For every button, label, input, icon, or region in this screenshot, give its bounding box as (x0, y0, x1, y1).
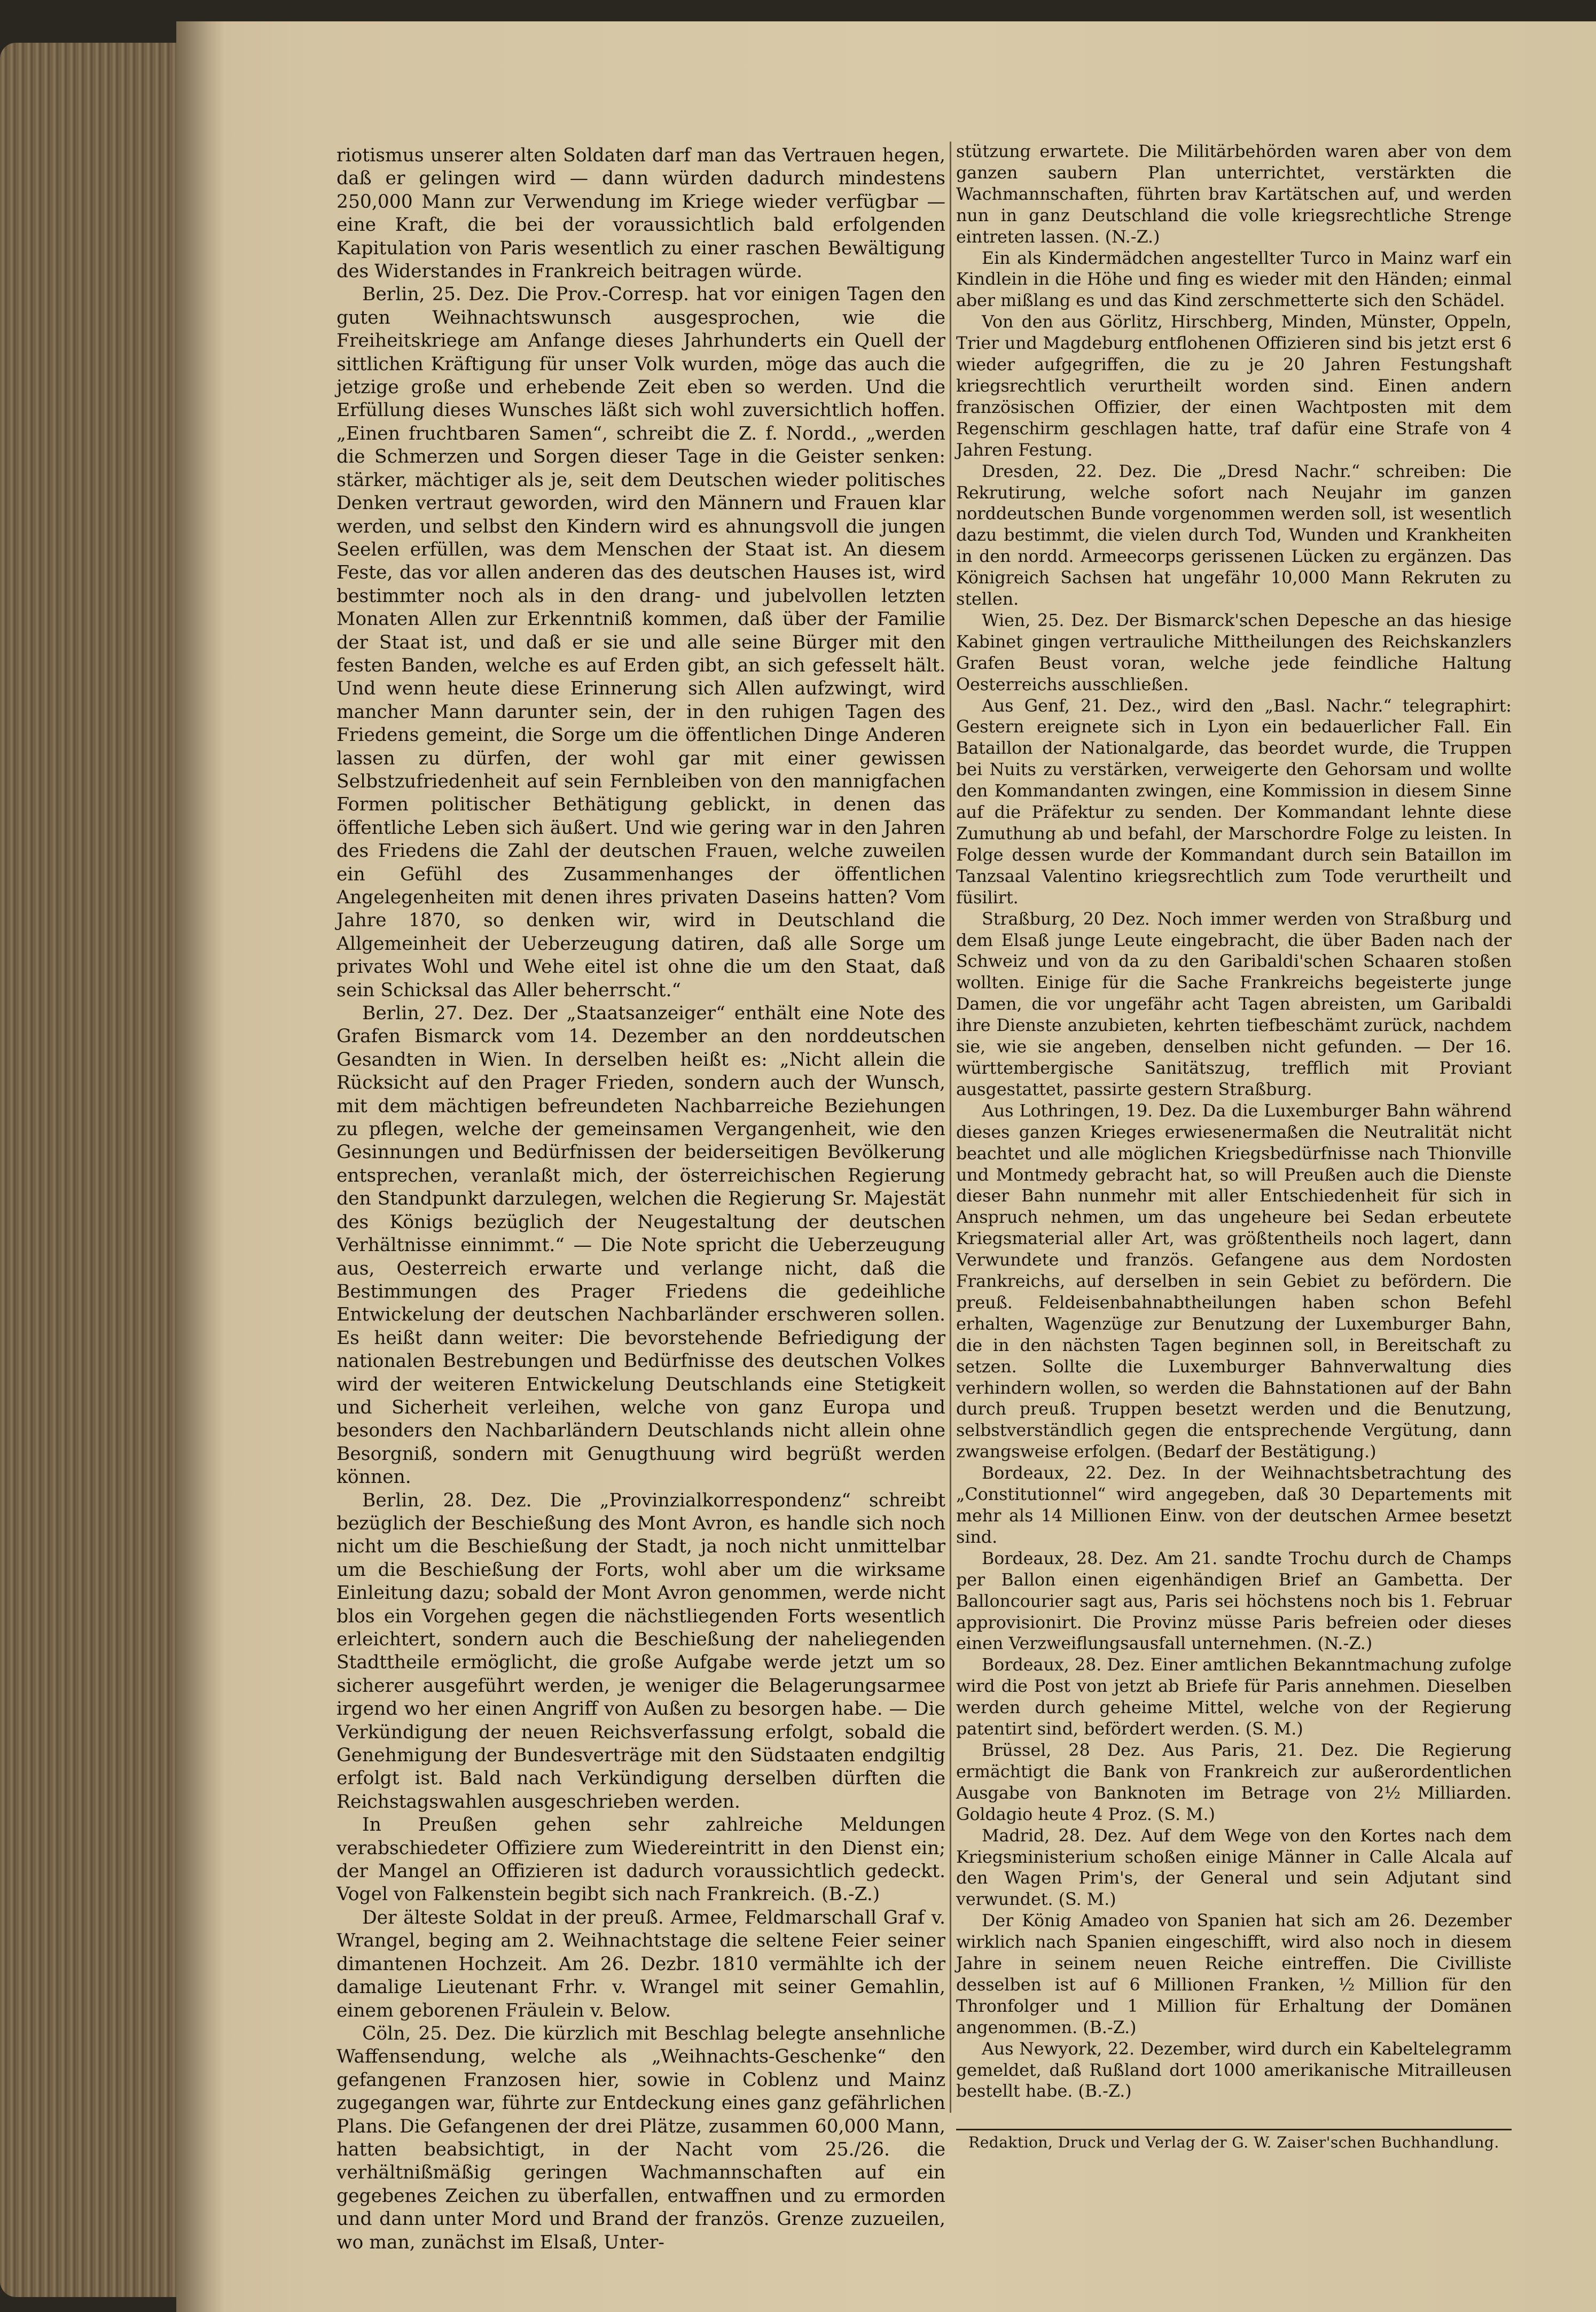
right-paragraph-12: Madrid, 28. Dez. Auf dem Wege von den Kortes nach dem Kriegsministerium schoßen einige Männer in Calle Alcala auf den Wagen Prim's, der General und sein Adjutant sind verwundet. (S. M.) (956, 1826, 1512, 1910)
binding-gutter-shadow (176, 21, 224, 2312)
right-paragraph-14: Aus Newyork, 22. Dezember, wird durch ein Kabeltelegramm gemeldet, daß Rußland dort 1000 amerikanische Mitrailleusen bestellt habe. (B.-Z.) (956, 2039, 1512, 2102)
right-paragraph-5: Aus Genf, 21. Dez., wird den „Basl. Nachr.“ telegraphirt: Gestern ereignete sich in Lyon ein bedauerlicher Fall. Ein Bataillon der Nationalgarde, das beordet wurde, die Truppen bei Nuits zu verstärken, verweigerte den Gehorsam und wollte den Kommandanten zwingen, eine Kommission in diesem Sinne auf die Präfektur zu senden. Der Kommandant lehnte diese Zumuthung ab und befahl, der Marschordre Folge zu leisten. In Folge dessen wurde der Kommandant durch sein Bataillon im Tanzsaal Valentino kriegsrechtlich zum Tode verurtheilt und füsilirt. (956, 696, 1512, 908)
left-paragraph-1: Berlin, 25. Dez. Die Prov.-Corresp. hat vor einigen Tagen den guten Weihnachtswunsch ausgesprochen, wie die Freiheitskriege am Anfange dieses Jahrhunderts ein Quell der sittlichen Kräftigung für unser Volk wurden, möge das auch die jetzige große und erhebende Zeit eben so werden. Und die Erfüllung dieses Wunsches läßt sich wohl zuversichtlich hoffen. „Einen fruchtbaren Samen“, schreibt die Z. f. Nordd., „werden die Schmerzen und Sorgen dieser Tage in die Geister senken: stärker, mächtiger als je, seit dem Deutschen wieder politisches Denken vertraut geworden, wird den Männern und Frauen klar werden, und selbst den Kindern wird es ahnungsvoll die jungen Seelen erfüllen, was dem Menschen der Staat ist. An diesem Feste, das vor allen anderen das des deutschen Hauses ist, wird bestimmter noch als in den drang- und jubelvollen letzten Monaten Allen zur Erkenntniß kommen, daß über der Familie der Staat ist, und daß er sie und alle seine Bürger mit den festen Banden, welche es auf Erden gibt, an sich gefesselt hält. Und wenn heute diese Erinnerung sich Allen aufzwingt, wird mancher Mann darunter sein, der in den ruhigen Tagen des Friedens gemeint, die Sorge um die öffentlichen Dinge Anderen lassen zu dürfen, der wohl gar mit einer gewissen Selbstzufriedenheit auf sein Fernbleiben von den mannigfachen Formen politischer Bethätigung geblickt, in denen das öffentliche Leben sich äußert. Und wie gering war in den Jahren des Friedens die Zahl der deutschen Frauen, welche zuweilen ein Gefühl des Zusammenhanges der öffentlichen Angelegenheiten mit denen ihres privaten Daseins hatten? Vom Jahre 1870, so denken wir, wird in Deutschland die Allgemeinheit der Ueberzeugung datiren, daß alle Sorge um privates Wohl und Wehe eitel ist ohne die um den Staat, daß sein Schicksal das Aller beherrscht.“ (337, 284, 945, 1001)
right-paragraph-10: Bordeaux, 28. Dez. Einer amtlichen Bekanntmachung zufolge wird die Post von jetzt ab Briefe für Paris annehmen. Dieselben werden durch geheime Mittel, welche von der Regierung patentirt sind, befördert werden. (S. M.) (956, 1655, 1512, 1739)
right-text-column (956, 142, 1512, 2103)
left-paragraph-3: Berlin, 28. Dez. Die „Provinzialkorrespondenz“ schreibt bezüglich der Beschießung des Mont Avron, es handle sich noch nicht um die Beschießung der Stadt, ja noch nicht unmittelbar um die Beschießung der Forts, wohl aber um die wirksame Einleitung dazu; sobald der Mont Avron genommen, werde nicht blos ein Vorgehen gegen die nächstliegenden Forts wesentlich erleichtert, sondern auch die Beschießung der naheliegenden Stadttheile ermöglicht, die große Aufgabe werde jetzt um so sicherer ausgeführt werden, je weniger die Belagerungsarmee irgend wo her einen Angriff von Außen zu besorgen habe. — Die Verkündigung der neuen Reichsverfassung erfolgt, sobald die Genehmigung der Bundesverträge mit den Südstaaten endgiltig erfolgt ist. Bald nach Verkündigung derselben dürften die Reichstagswahlen ausgeschrieben werden. (337, 1489, 945, 1813)
left-text-column (337, 144, 945, 2254)
right-paragraph-2: Von den aus Görlitz, Hirschberg, Minden, Münster, Oppeln, Trier und Magdeburg entflohenen Offizieren sind bis jetzt erst 6 wieder aufgegriffen, die zu je 20 Jahren Festungshaft kriegsrechtlich verurtheilt worden sind. Einen andern französischen Offizier, der einen Wachtposten mit dem Regenschirm geschlagen hatte, traf dafür eine Strafe von 4 Jahren Festung. (956, 313, 1512, 460)
publisher-imprint: Redaktion, Druck und Verlag der G. W. Zaiser'schen Buchhandlung. (968, 2134, 1499, 2151)
column-divider-rule (950, 142, 951, 2113)
right-paragraph-3: Dresden, 22. Dez. Die „Dresd Nachr.“ schreiben: Die Rekrutirung, welche sofort nach Neujahr im ganzen norddeutschen Bunde vorgenommen werden soll, ist wesentlich dazu bestimmt, die vielen durch Tod, Wunden und Krankheiten in den nordd. Armeecorps gerissenen Lücken zu ergänzen. Das Königreich Sachsen hat ungefähr 10,000 Mann Rekruten zu stellen. (956, 462, 1512, 610)
right-paragraph-9: Bordeaux, 28. Dez. Am 21. sandte Trochu durch de Champs per Ballon einen eigenhändigen Brief an Gambetta. Der Balloncourier sagt aus, Paris sei höchstens noch bis 1. Februar approvisionirt. Die Provinz müsse Paris befreien oder dieses einen Verzweiflungsausfall unternehmen. (N.-Z.) (956, 1549, 1512, 1654)
right-paragraph-6: Straßburg, 20 Dez. Noch immer werden von Straßburg und dem Elsaß junge Leute eingebracht, die über Baden nach der Schweiz und von da zu den Garibaldi'schen Schaaren stoßen wollten. Einige für die Sache Frankreichs begeisterte junge Damen, die vor ungefähr acht Tagen abreisten, um Garibaldi ihre Dienste anzubieten, kehrten tiefbeschämt zurück, nachdem sie, wie sie angeben, denselben nicht gefunden. — Der 16. württembergische Sanitätszug, trefflich mit Proviant ausgestattet, passirte gestern Straßburg. (956, 909, 1512, 1099)
left-paragraph-2: Berlin, 27. Dez. Der „Staatsanzeiger“ enthält eine Note des Grafen Bismarck vom 14. Dezember an den norddeutschen Gesandten in Wien. In derselben heißt es: „Nicht allein die Rücksicht auf den Prager Frieden, sondern auch der Wunsch, mit dem mächtigen befreundeten Nachbarreiche Beziehungen zu pflegen, welche der gemeinsamen Vergangenheit, wie den Gesinnungen und Bedürfnissen der beiderseitigen Bevölkerung entsprechen, veranlaßt mich, der österreichischen Regierung den Standpunkt darzulegen, welchen die Regierung Sr. Majestät des Königs bezüglich der Neugestaltung der deutschen Verhältnisse einnimmt.“ — Die Note spricht die Ueberzeugung aus, Oesterreich erwarte und verlange nicht, daß die Bestimmungen des Prager Friedens die gedeihliche Entwickelung der deutschen Nachbarländer erschweren sollen. Es heißt dann weiter: Die bevorstehende Befriedigung der nationalen Bestrebungen und Bedürfnisse des deutschen Volkes wird der weiteren Entwickelung Deutschlands eine Stetigkeit und Sicherheit verleihen, welche von ganz Europa und besonders den Nachbarländern Deutschlands nicht allein ohne Besorgniß, sondern mit Genugthuung wird begrüßt werden können. (337, 1003, 945, 1488)
right-paragraph-11: Brüssel, 28 Dez. Aus Paris, 21. Dez. Die Regierung ermächtigt die Bank von Frankreich zur außerordentlichen Ausgabe von Banknoten im Betrage von 2½ Milliarden. Goldagio heute 4 Proz. (S. M.) (956, 1740, 1512, 1824)
left-paragraph-0: riotismus unserer alten Soldaten darf man das Vertrauen hegen, daß er gelingen wird — dann würden dadurch mindestens 250,000 Mann zur Verwendung im Kriege wieder verfügbar — eine Kraft, die bei der voraussichtlich bald erfolgenden Kapitulation von Paris wesentlich zu einer raschen Bewältigung des Widerstandes in Frankreich beitragen würde. (337, 145, 945, 283)
right-paragraph-0: stützung erwartete. Die Militärbehörden waren aber von dem ganzen saubern Plan unterrichtet, verstärkten die Wachmannschaften, führten brav Kartätschen auf, und werden nun in ganz Deutschland die volle kriegsrechtliche Strenge eintreten lassen. (N.-Z.) (956, 142, 1512, 247)
right-paragraph-8: Bordeaux, 22. Dez. In der Weihnachtsbetrachtung des „Constitutionnel“ wird angegeben, daß 30 Departements mit mehr als 14 Millionen Einw. von der deutschen Armee besetzt sind. (956, 1464, 1512, 1547)
left-paragraph-4: In Preußen gehen sehr zahlreiche Meldungen verabschiedeter Offiziere zum Wiedereintritt in den Dienst ein; der Mangel an Offizieren ist dadurch voraussichtlich gedeckt. Vogel von Falkenstein begibt sich nach Frankreich. (B.-Z.) (337, 1814, 945, 1905)
right-paragraph-13: Der König Amadeo von Spanien hat sich am 26. Dezember wirklich nach Spanien eingeschifft, wird also noch in diesem Jahre in seinem neuen Reiche eintreffen. Die Civilliste desselben ist auf 6 Millionen Franken, ½ Million für den Thronfolger und 1 Million für Erhaltung der Domänen angenommen. (B.-Z.) (956, 1911, 1512, 2037)
book-page-edges (0, 43, 182, 2297)
imprint-rule (956, 2129, 1512, 2130)
left-paragraph-6: Cöln, 25. Dez. Die kürzlich mit Beschlag belegte ansehnliche Waffensendung, welche als „Weihnachts-Geschenke“ den gefangenen Franzosen hier, sowie in Coblenz und Mainz zugegangen war, führte zur Entdeckung eines ganz gefährlichen Plans. Die Gefangenen der drei Plätze, zusammen 60,000 Mann, hatten beabsichtigt, in der Nacht vom 25./26. die verhältnißmäßig geringen Wachmannschaften auf ein gegebenes Zeichen zu überfallen, entwaffnen und zu ermorden und dann unter Mord und Brand der französ. Grenze zuzueilen, wo man, zunächst im Elsaß, Unter- (337, 2022, 945, 2253)
left-paragraph-5: Der älteste Soldat in der preuß. Armee, Feldmarschall Graf v. Wrangel, beging am 2. Weihnachtstage die seltene Feier seiner dimantenen Hochzeit. Am 26. Dezbr. 1810 vermählte ich der damalige Lieutenant Frhr. v. Wrangel mit seiner Gemahlin, einem geborenen Fräulein v. Below. (337, 1907, 945, 2021)
right-paragraph-4: Wien, 25. Dez. Der Bismarck'schen Depesche an das hiesige Kabinet gingen vertrauliche Mittheilungen des Reichskanzlers Grafen Beust voran, welche jede feindliche Haltung Oesterreichs ausschließen. (956, 611, 1512, 694)
right-paragraph-1: Ein als Kindermädchen angestellter Turco in Mainz warf ein Kindlein in die Höhe und fing es wieder mit den Händen; einmal aber mißlang es und das Kind zerschmetterte sich den Schädel. (956, 248, 1512, 311)
right-paragraph-7: Aus Lothringen, 19. Dez. Da die Luxemburger Bahn während dieses ganzen Krieges erwiesenermaßen die Neutralität nicht beachtet und alle möglichen Kriegsbedürfnisse nach Thionville und Montmedy gebracht hat, so will Preußen auch die Dienste dieser Bahn nunmehr mit aller Entschiedenheit für sich in Anspruch nehmen, um das ungeheure bei Sedan erbeutete Kriegsmaterial aller Art, was größtentheils noch lagert, dann Verwundete und französ. Gefangene aus dem Nordosten Frankreichs, auf derselben in sein Gebiet zu befördern. Die preuß. Feldeisenbahnabtheilungen haben schon Befehl erhalten, Wagenzüge zur Benutzung der Luxemburger Bahn, die in den nächsten Tagen beginnen soll, in Bereitschaft zu setzen. Sollte die Luxemburger Bahnverwaltung dies verhindern wollen, so werden die Bahnstationen auf der Bahn durch preuß. Truppen besetzt werden und die Benutzung, selbstverständlich gegen die entsprechende Vergütung, dann zwangsweise erfolgen. (Bedarf der Bestätigung.) (956, 1101, 1512, 1462)
